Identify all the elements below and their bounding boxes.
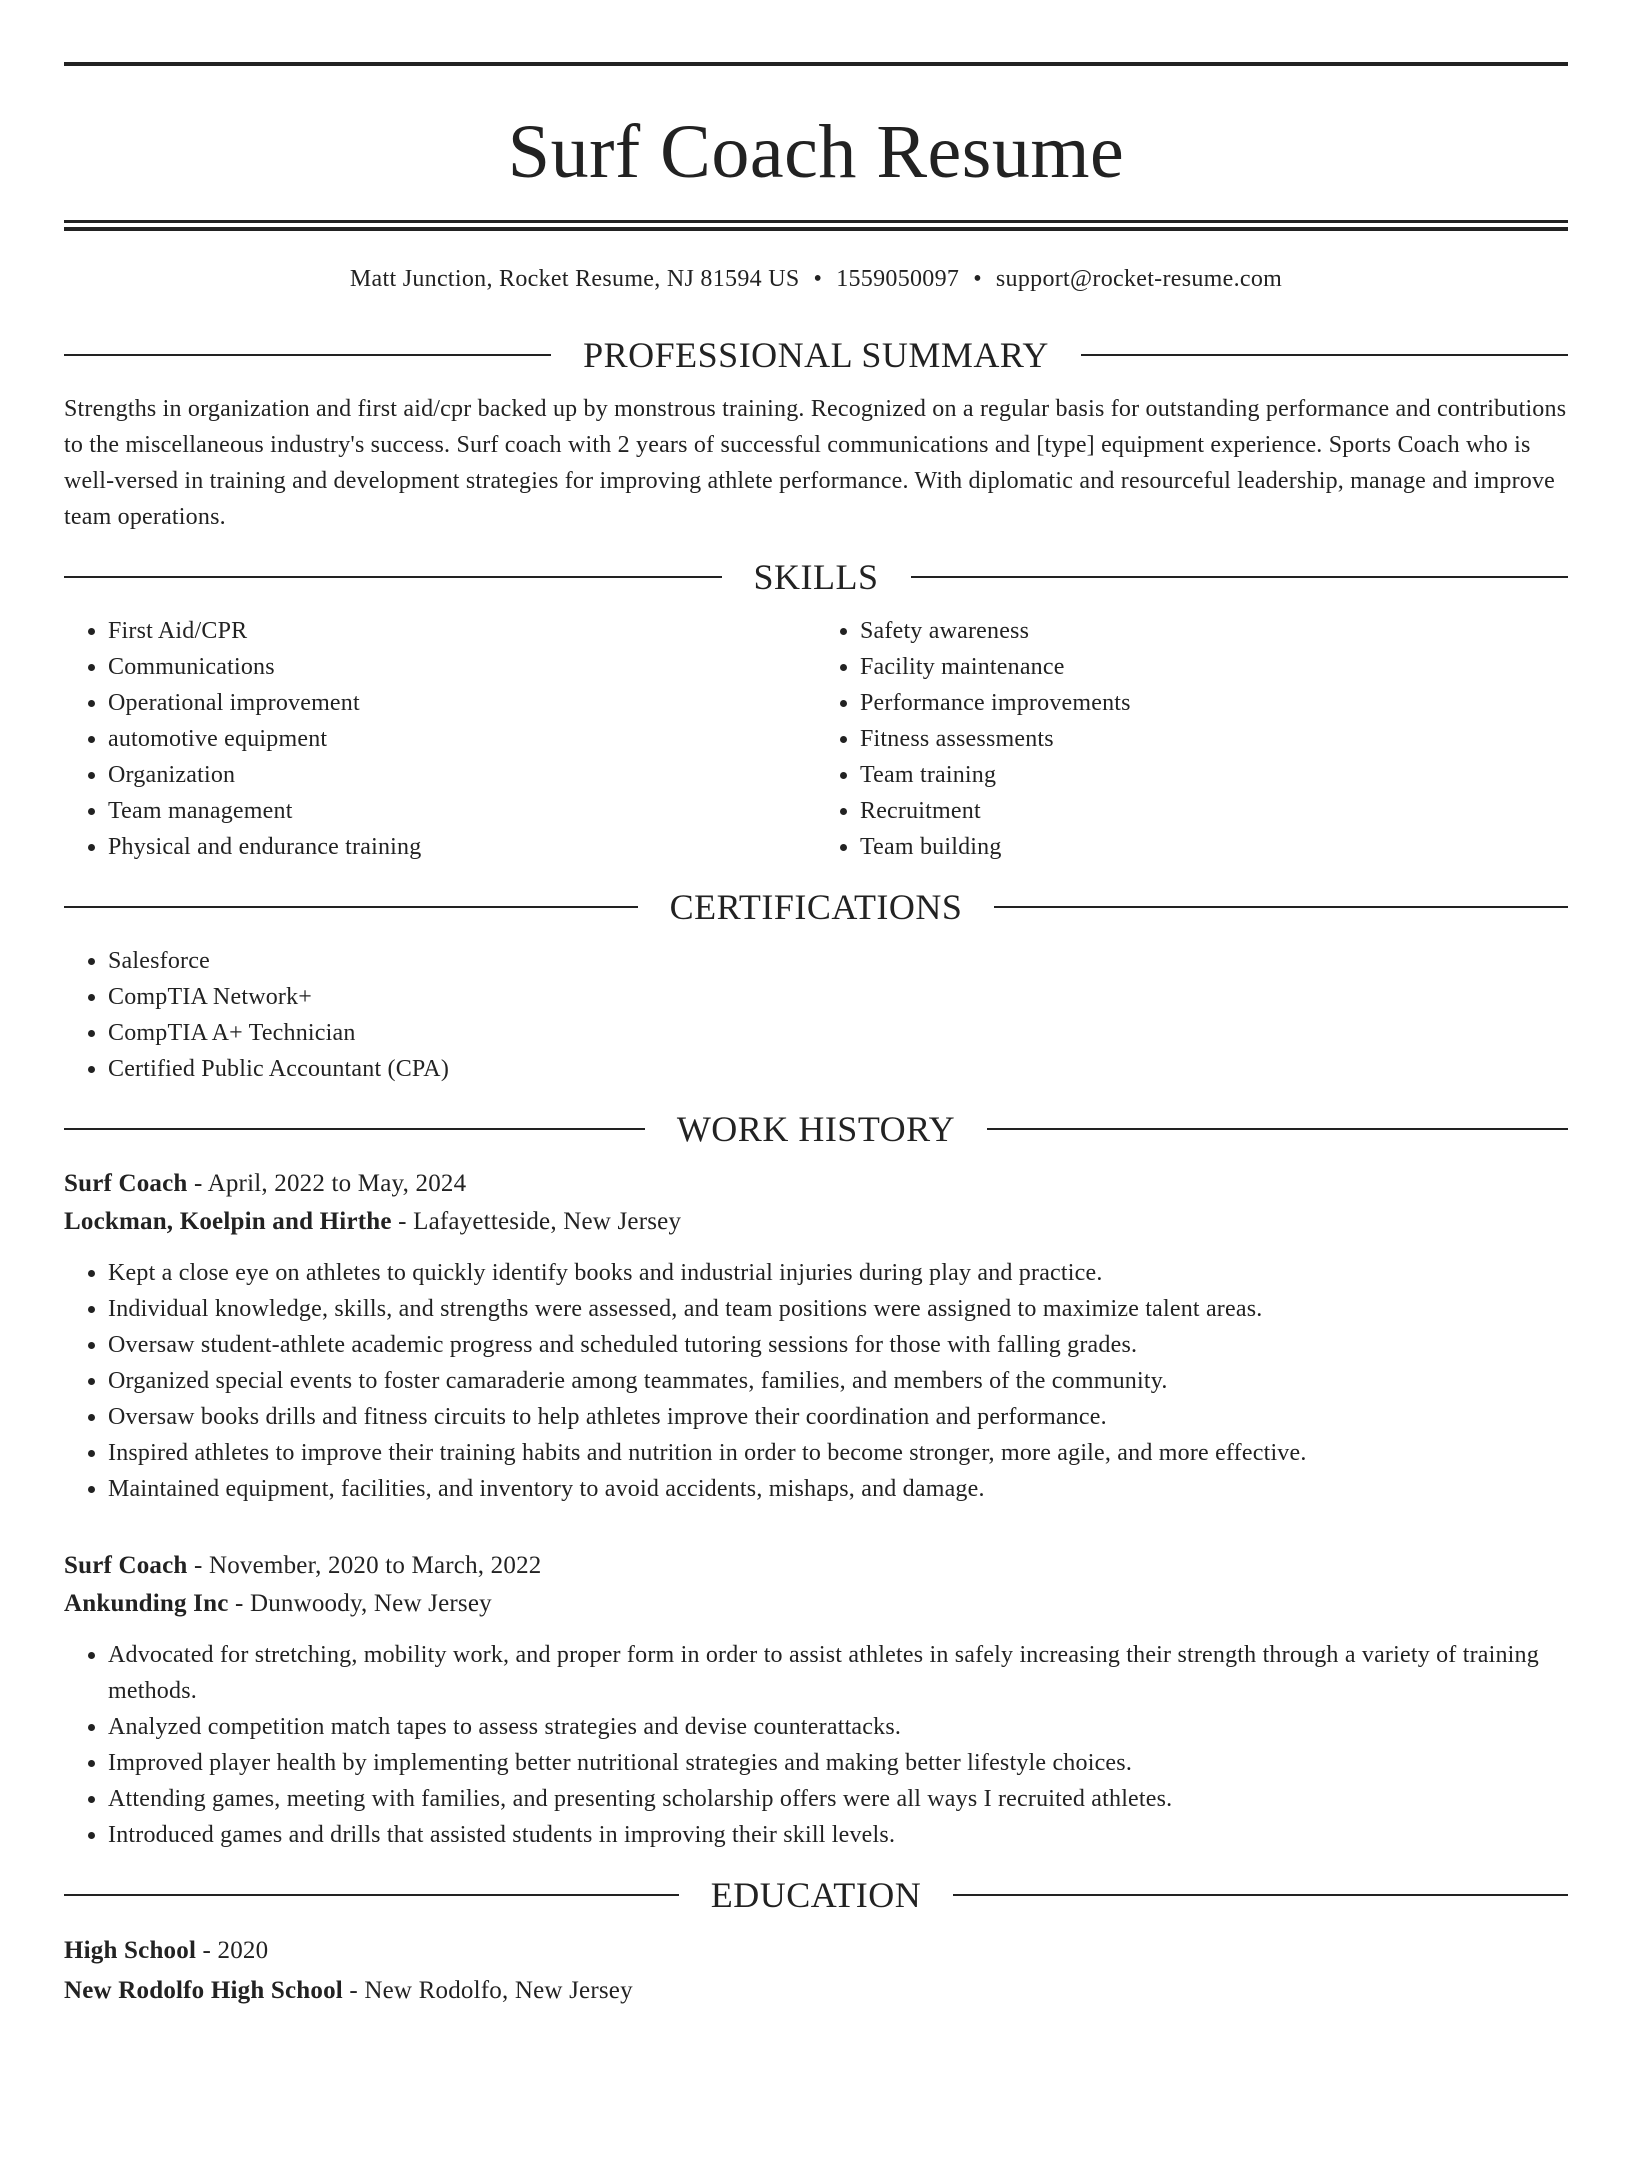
job-entry — [64, 1165, 1568, 1507]
resume-page — [0, 62, 1632, 2174]
job-company: Ankunding Inc — [64, 1590, 229, 1617]
job-bullet: • Attending games, meeting with families, and presenting scholarship offers were all ways I recruited athletes. — [108, 1781, 1568, 1817]
job-bullet: • Organized special events to foster camaraderie among teammates, families, and members of the community. — [108, 1363, 1568, 1399]
section-title-skills: SKILLS — [753, 557, 879, 597]
contact-separator: • — [973, 266, 982, 292]
job-role: Surf Coach — [64, 1170, 188, 1197]
certification-item: • CompTIA A+ Technician — [108, 1015, 1568, 1051]
education-school: New Rodolfo High School — [64, 1977, 343, 2004]
section-title-education: EDUCATION — [710, 1875, 922, 1915]
job-location: - Lafayetteside, New Jersey — [391, 1208, 682, 1235]
job-company-line — [64, 1585, 1568, 1623]
section-header-certifications — [64, 887, 1568, 927]
section-rule — [1081, 354, 1568, 356]
section-rule — [987, 1128, 1568, 1130]
section-rule — [953, 1894, 1568, 1896]
job-bullet: • Kept a close eye on athletes to quickly identify books and industrial injuries during play and practice. — [108, 1255, 1568, 1291]
job-bullets — [64, 1637, 1568, 1853]
job-dates: - November, 2020 to March, 2022 — [187, 1552, 542, 1579]
skill-item: • Communications — [108, 649, 816, 685]
education-school-line — [64, 1971, 1568, 2011]
job-bullets — [64, 1255, 1568, 1507]
job-bullet: • Oversaw books drills and fitness circuits to help athletes improve their coordination and performance. — [108, 1399, 1568, 1435]
resume-title: Surf Coach Resume — [507, 110, 1125, 194]
contact-line — [64, 263, 1568, 295]
contact-separator: • — [813, 266, 823, 292]
section-title-work: WORK HISTORY — [676, 1109, 956, 1149]
job-company-line — [64, 1203, 1568, 1241]
education-degree-line — [64, 1931, 1568, 1971]
job-company: Lockman, Koelpin and Hirthe — [64, 1208, 392, 1235]
job-bullet: • Oversaw student-athlete academic progress and scheduled tutoring sessions for those with falling grades. — [108, 1327, 1568, 1363]
skill-item: • Team training — [860, 757, 1568, 793]
section-rule — [911, 576, 1569, 578]
job-bullet: • Improved player health by implementing better nutritional strategies and making better lifestyle choices. — [108, 1745, 1568, 1781]
section-rule — [64, 576, 722, 578]
section-rule — [64, 1128, 645, 1130]
education-degree: High School — [64, 1937, 197, 1964]
section-header-summary — [64, 335, 1568, 375]
job-bullet: • Inspired athletes to improve their training habits and nutrition in order to become stronger, more agile, and more effective. — [108, 1435, 1568, 1471]
section-header-skills — [64, 557, 1568, 597]
job-location: - Dunwoody, New Jersey — [228, 1590, 492, 1617]
education-year: - 2020 — [196, 1937, 269, 1964]
job-bullet: • Individual knowledge, skills, and strengths were assessed, and team positions were assigned to maximize talent areas. — [108, 1291, 1568, 1327]
skill-item: • Recruitment — [860, 793, 1568, 829]
contact-phone: 1559050097 — [836, 266, 960, 292]
job-bullet: • Introduced games and drills that assisted students in improving their skill levels. — [108, 1817, 1568, 1853]
section-header-education — [64, 1875, 1568, 1915]
skill-item: • First Aid/CPR — [108, 613, 816, 649]
section-rule — [64, 1894, 679, 1896]
job-bullet: • Maintained equipment, facilities, and inventory to avoid accidents, mishaps, and damage. — [108, 1471, 1568, 1507]
job-bullet: • Advocated for stretching, mobility work, and proper form in order to assist athletes in safely increasing their strength through a variety of training methods. — [108, 1637, 1568, 1709]
job-role-line — [64, 1547, 1568, 1585]
skill-item: • Team management — [108, 793, 816, 829]
certification-item: • Salesforce — [108, 943, 1568, 979]
skill-item: • Safety awareness — [860, 613, 1568, 649]
skills-list-left — [64, 613, 816, 865]
certification-item: • Certified Public Accountant (CPA) — [108, 1051, 1568, 1087]
skill-item: • Performance improvements — [860, 685, 1568, 721]
job-bullet: • Analyzed competition match tapes to assess strategies and devise counterattacks. — [108, 1709, 1568, 1745]
job-dates: - April, 2022 to May, 2024 — [187, 1170, 467, 1197]
skill-item: • Organization — [108, 757, 816, 793]
section-rule — [64, 906, 638, 908]
job-role: Surf Coach — [64, 1552, 188, 1579]
summary-text: Strengths in organization and first aid/cpr backed up by monstrous training. Recognized on a regular basis for outstanding performance and contributions to the miscellaneous industry's success. Surf coach with 2 years of successful communications and [type] equipment experience. Sports Coach who is well-versed in training and development strategies for improving athlete performance. With diplomatic and resourceful leadership, manage and improve team operations. — [64, 396, 1567, 530]
section-title-summary: PROFESSIONAL SUMMARY — [583, 335, 1049, 375]
skill-item: • Team building — [860, 829, 1568, 865]
contact-email: support@rocket-resume.com — [995, 266, 1283, 292]
skills-columns — [64, 613, 1568, 865]
title-double-rule — [64, 220, 1568, 231]
section-header-work — [64, 1109, 1568, 1149]
education-location: - New Rodolfo, New Jersey — [342, 1977, 633, 2004]
certifications-list — [64, 943, 1568, 1087]
job-role-line — [64, 1165, 1568, 1203]
skill-item: • Facility maintenance — [860, 649, 1568, 685]
skill-item: • Fitness assessments — [860, 721, 1568, 757]
section-rule — [64, 354, 551, 356]
certification-item: • CompTIA Network+ — [108, 979, 1568, 1015]
section-rule — [994, 906, 1568, 908]
contact-address: Matt Junction, Rocket Resume, NJ 81594 US — [349, 266, 800, 292]
skill-item: • Operational improvement — [108, 685, 816, 721]
skills-list-right — [816, 613, 1568, 865]
skill-item: • Physical and endurance training — [108, 829, 816, 865]
skill-item: • automotive equipment — [108, 721, 816, 757]
education-entry — [64, 1931, 1568, 2011]
job-entry — [64, 1547, 1568, 1853]
section-title-certifications: CERTIFICATIONS — [669, 887, 963, 927]
